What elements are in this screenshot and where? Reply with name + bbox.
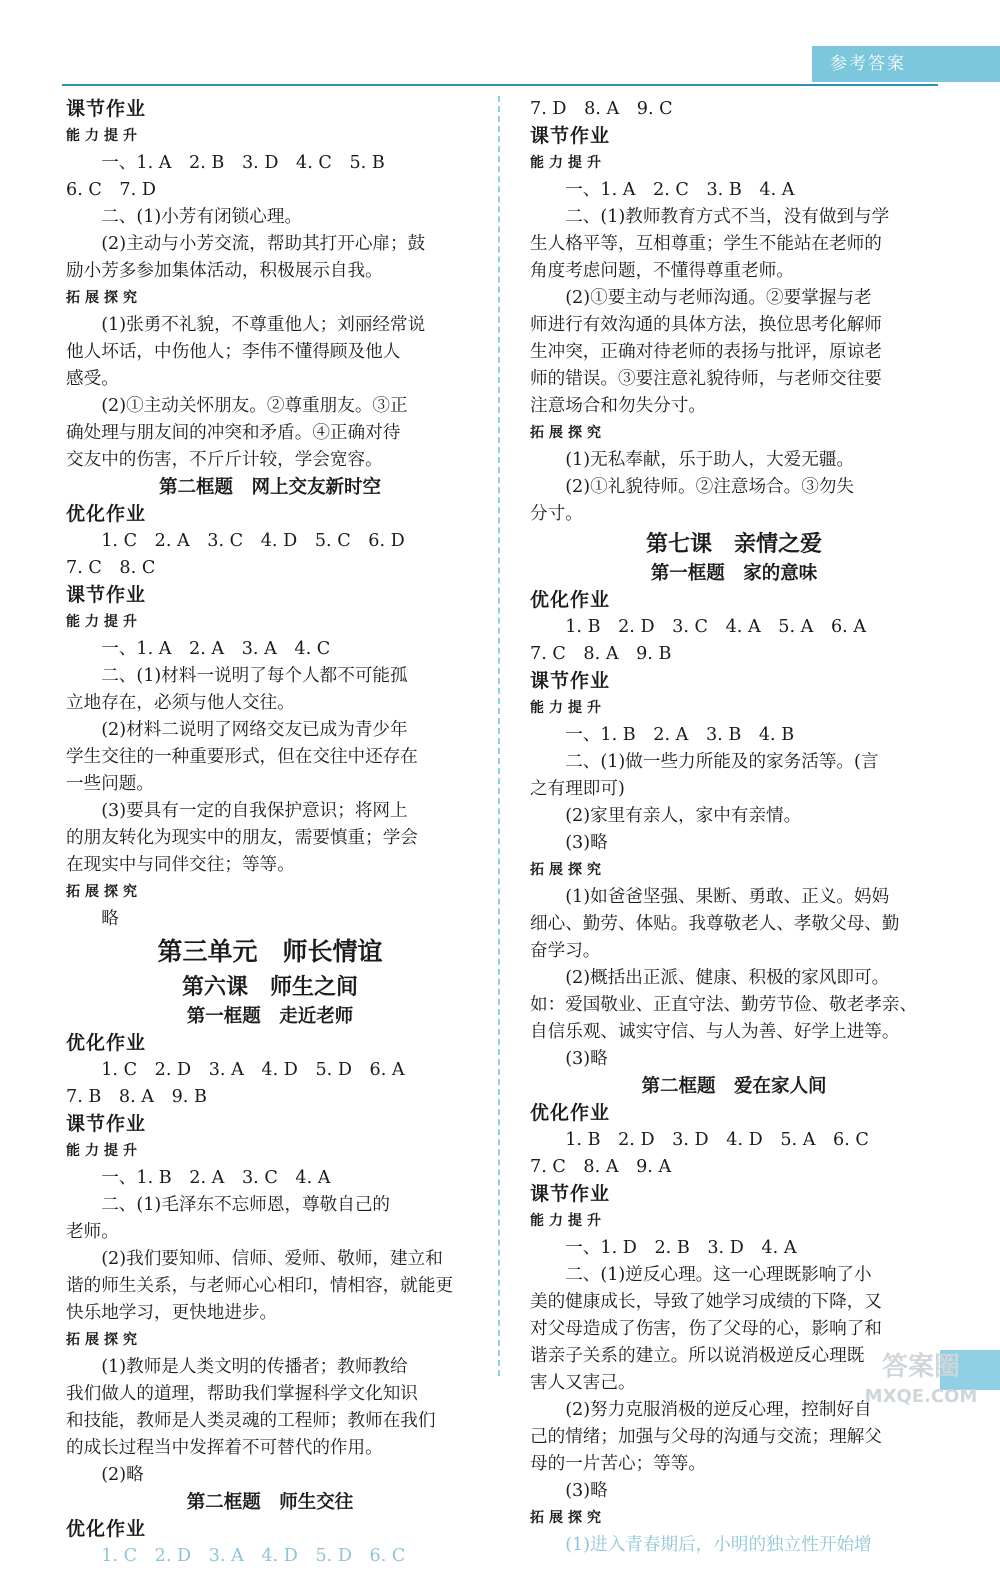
left-line: 励小芳多参加集体活动，积极展示自我。 — [66, 261, 383, 281]
left-line: 优化作业 — [66, 1518, 147, 1540]
right-line: 1. B 2. D 3. D 4. D 5. A 6. C — [565, 1130, 869, 1150]
left-line: 学生交往的一种重要形式，但在交往中还存在 — [66, 747, 418, 767]
right-line: (2)①礼貌待师。②注意场合。③勿失 — [565, 477, 855, 497]
right-line: 之有理即可) — [530, 779, 625, 799]
left-line: 感受。 — [66, 369, 119, 389]
right-line: (1)如爸爸坚强、果断、勇敢、正义。妈妈 — [565, 887, 890, 907]
left-line: 能力提升 — [66, 128, 142, 144]
right-line: 课节作业 — [530, 1183, 611, 1205]
left-line: 一、1. A 2. A 3. A 4. C — [101, 639, 331, 659]
right-line: 师的错误。③要注意礼貌待师，与老师交往要 — [530, 369, 882, 389]
right-line: 师进行有效沟通的具体方法，换位思考化解师 — [530, 315, 882, 335]
watermark-url: MXQE.COM — [864, 1386, 978, 1407]
left-line: 一、1. A 2. B 3. D 4. C 5. B — [101, 153, 385, 173]
left-line: 课节作业 — [66, 1113, 147, 1135]
right-line: 害人又害己。 — [530, 1373, 636, 1393]
right-line: 谐亲子关系的建立。所以说消极逆反心理既 — [530, 1346, 865, 1366]
left-line: 第三单元 师长情谊 — [157, 937, 383, 966]
left-line: 谐的师生关系，与老师心心相印，情相容，就能更 — [66, 1276, 454, 1296]
right-line: (3)略 — [565, 1049, 608, 1069]
right-line: (1)进入青春期后，小明的独立性开始增 — [565, 1535, 872, 1555]
right-line: 第一框题 家的意味 — [650, 563, 818, 584]
left-line: 第二框题 网上交友新时空 — [158, 477, 381, 498]
left-line: 在现实中与同伴交往；等等。 — [66, 855, 295, 875]
right-line: 7. D 8. A 9. C — [530, 99, 673, 119]
right-column — [530, 96, 938, 1559]
right-line: 一、1. A 2. C 3. B 4. A — [565, 180, 795, 200]
left-line: 7. B 8. A 9. B — [66, 1087, 207, 1107]
right-line: (3)略 — [565, 833, 608, 853]
left-line: 能力提升 — [66, 614, 142, 630]
left-line: 第六课 师生之间 — [181, 974, 358, 1000]
left-line: 能力提升 — [66, 1143, 142, 1159]
left-line: 优化作业 — [66, 1032, 147, 1054]
right-line: 注意场合和勿失分寸。 — [530, 396, 706, 416]
left-line: 课节作业 — [66, 584, 147, 606]
right-line: 拓展探究 — [530, 1510, 606, 1526]
left-line: (1)教师是人类文明的传播者；教师教给 — [101, 1357, 408, 1377]
left-line: (2)略 — [101, 1465, 144, 1485]
left-line: 一些问题。 — [66, 774, 154, 794]
left-line: 拓展探究 — [66, 1332, 142, 1348]
left-line: 6. C 7. D — [66, 180, 156, 200]
left-line: (3)要具有一定的自我保护意识；将网上 — [101, 801, 408, 821]
left-line: 我们做人的道理，帮助我们掌握科学文化知识 — [66, 1384, 418, 1404]
right-line: 1. B 2. D 3. C 4. A 5. A 6. A — [565, 617, 867, 637]
right-line: (2)家里有亲人，家中有亲情。 — [565, 806, 802, 826]
right-line: 拓展探究 — [530, 425, 606, 441]
right-line: 课节作业 — [530, 670, 611, 692]
right-line: 对父母造成了伤害，伤了父母的心，影响了和 — [530, 1319, 882, 1339]
right-line: 生冲突，正确对待老师的表扬与批评，原谅老 — [530, 342, 882, 362]
left-line: 拓展探究 — [66, 290, 142, 306]
right-line: 一、1. B 2. A 3. B 4. B — [565, 725, 795, 745]
right-line: 二、(1)逆反心理。这一心理既影响了小 — [565, 1265, 872, 1285]
right-line: 二、(1)做一些力所能及的家务活等。(言 — [565, 752, 879, 772]
left-line: 第二框题 师生交往 — [186, 1492, 354, 1513]
right-line: 能力提升 — [530, 155, 606, 171]
left-line: 老师。 — [66, 1222, 119, 1242]
right-line: 第七课 亲情之爱 — [645, 531, 822, 557]
right-line: (1)无私奉献，乐于助人，大爱无疆。 — [565, 450, 855, 470]
left-line: 二、(1)材料一说明了每个人都不可能孤 — [101, 666, 408, 686]
left-line: (2)①主动关怀朋友。②尊重朋友。③正 — [101, 396, 408, 416]
left-line: (1)张勇不礼貌，不尊重他人；刘丽经常说 — [101, 315, 426, 335]
left-line: (2)主动与小芳交流，帮助其打开心扉；鼓 — [101, 234, 426, 254]
left-line: 二、(1)毛泽东不忘师恩，尊敬自己的 — [101, 1195, 391, 1215]
left-line: 他人坏话，中伤他人；李伟不懂得顾及他人 — [66, 342, 401, 362]
right-line: 能力提升 — [530, 700, 606, 716]
right-line: 细心、勤劳、体贴。我尊敬老人、孝敬父母、勤 — [530, 914, 900, 934]
right-line: 二、(1)教师教育方式不当，没有做到与学 — [565, 207, 890, 227]
right-line: 优化作业 — [530, 1102, 611, 1124]
left-line: 交友中的伤害，不斤斤计较，学会宽容。 — [66, 450, 383, 470]
right-line: 生人格平等，互相尊重；学生不能站在老师的 — [530, 234, 882, 254]
right-line: 7. C 8. A 9. A — [530, 1157, 672, 1177]
left-line: 拓展探究 — [66, 884, 142, 900]
right-line: (2)概括出正派、健康、积极的家风即可。 — [565, 968, 890, 988]
left-line: 快乐地学习，更快地进步。 — [66, 1303, 278, 1323]
left-line: 立地存在，必须与他人交往。 — [66, 693, 295, 713]
header-rule — [62, 84, 938, 86]
column-divider — [498, 96, 500, 1376]
right-line: 己的情绪；加强与父母的沟通与交流；理解父 — [530, 1427, 882, 1447]
left-line: 1. C 2. D 3. A 4. D 5. D 6. A — [101, 1060, 405, 1080]
right-line: 拓展探究 — [530, 862, 606, 878]
right-line: 第二框题 爱在家人间 — [641, 1076, 827, 1097]
left-line: (2)我们要知师、信师、爱师、敬师，建立和 — [101, 1249, 443, 1269]
left-line: 1. C 2. A 3. C 4. D 5. C 6. D — [101, 531, 405, 551]
right-line: 自信乐观、诚实守信、与人为善、好学上进等。 — [530, 1022, 900, 1042]
left-line: 优化作业 — [66, 503, 147, 525]
left-line: 的成长过程当中发挥着不可替代的作用。 — [66, 1438, 383, 1458]
left-line: 略 — [101, 909, 119, 929]
right-line: 奋学习。 — [530, 941, 601, 961]
right-line: 课节作业 — [530, 125, 611, 147]
right-line: 美的健康成长，导致了她学习成绩的下降，又 — [530, 1292, 882, 1312]
right-line: (3)略 — [565, 1481, 608, 1501]
right-line: 分寸。 — [530, 504, 583, 524]
left-line: 7. C 8. C — [66, 558, 156, 578]
right-line: (2)①要主动与老师沟通。②要掌握与老 — [565, 288, 872, 308]
right-line: (2)努力克服消极的逆反心理，控制好自 — [565, 1400, 872, 1420]
left-line: 一、1. B 2. A 3. C 4. A — [101, 1168, 331, 1188]
left-line: 确处理与朋友间的冲突和矛盾。④正确对待 — [66, 423, 401, 443]
watermark — [846, 1352, 996, 1422]
right-line: 如：爱国敬业、正直守法、勤劳节俭、敬老孝亲、 — [530, 995, 918, 1015]
right-line: 一、1. D 2. B 3. D 4. A — [565, 1238, 797, 1258]
answer-key-badge: 参考答案 — [812, 46, 1000, 82]
left-column — [66, 96, 474, 1570]
left-line: 1. C 2. D 3. A 4. D 5. D 6. C — [101, 1546, 406, 1566]
right-line: 能力提升 — [530, 1213, 606, 1229]
left-line: 二、(1)小芳有闭锁心理。 — [101, 207, 303, 227]
watermark-logo-text: 答案圈 — [881, 1352, 960, 1382]
right-line: 母的一片苦心；等等。 — [530, 1454, 706, 1474]
left-line: 第一框题 走近老师 — [186, 1006, 354, 1027]
left-line: 和技能，教师是人类灵魂的工程师；教师在我们 — [66, 1411, 436, 1431]
left-line: (2)材料二说明了网络交友已成为青少年 — [101, 720, 408, 740]
left-line: 的朋友转化为现实中的朋友，需要慎重；学会 — [66, 828, 418, 848]
right-line: 角度考虑问题，不懂得尊重老师。 — [530, 261, 794, 281]
right-line: 优化作业 — [530, 589, 611, 611]
left-line: 课节作业 — [66, 98, 147, 120]
right-line: 7. C 8. A 9. B — [530, 644, 672, 664]
